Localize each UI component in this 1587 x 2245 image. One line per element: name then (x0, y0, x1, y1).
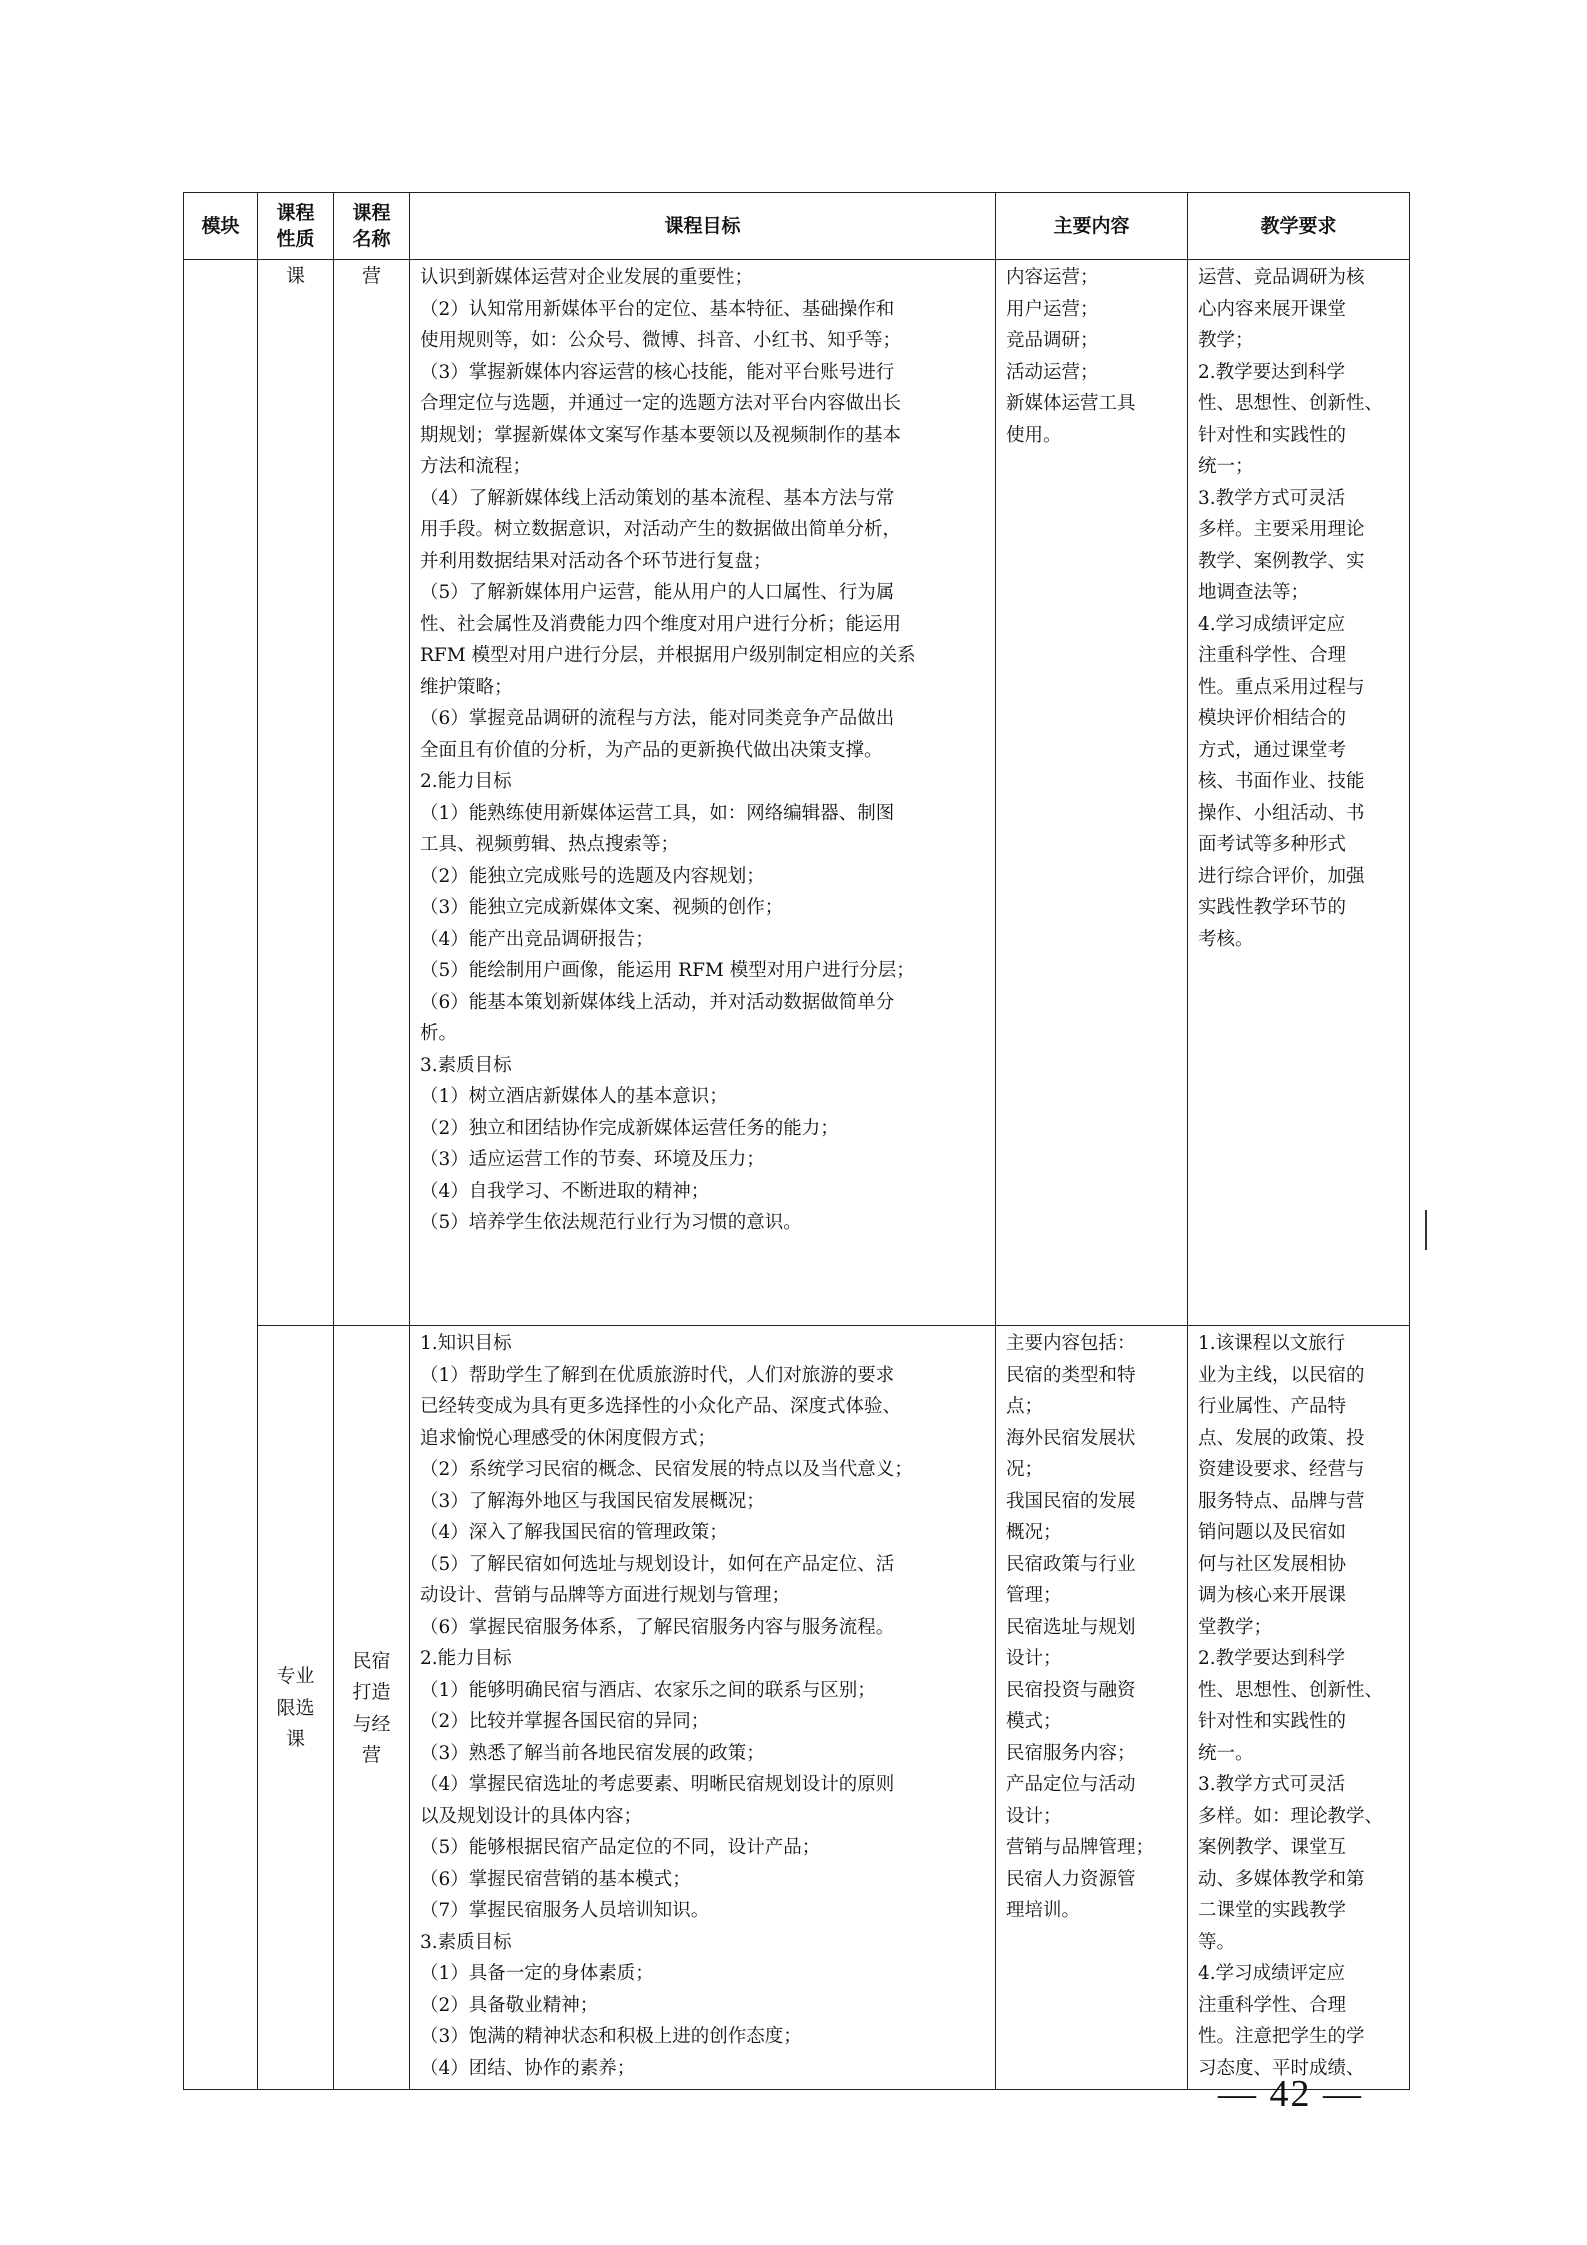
text-line: 理培训。 (1006, 1900, 1081, 1921)
text-line: （2）能独立完成账号的选题及内容规划； (420, 865, 765, 887)
text-line: （2）独立和团结协作完成新媒体运营任务的能力； (420, 1117, 839, 1139)
text-line: 全面且有价值的分析，为产品的更新换代做出决策支撑。 (420, 739, 883, 761)
text-line: 主要内容包括： (1006, 1333, 1136, 1354)
text-line: 点； (1006, 1396, 1044, 1417)
table-row (184, 1326, 1410, 2090)
text-line: 设计； (1006, 1805, 1062, 1827)
text-line: 产品定位与活动 (1006, 1774, 1136, 1795)
text-line: 教学； (1198, 330, 1254, 351)
text-line: 认识到新媒体运营对企业发展的重要性； (420, 267, 754, 288)
text-line: （5）了解新媒体用户运营，能从用户的人口属性、行为属 (420, 582, 895, 603)
text-line: 我国民宿的发展 (1006, 1490, 1136, 1512)
text-line: 核、书面作业、技能 (1198, 771, 1365, 792)
course-name-text: 营 (361, 265, 381, 287)
text-line: （2）系统学习民宿的概念、民宿发展的特点以及当代意义； (420, 1459, 913, 1480)
text-line: 等。 (1198, 1931, 1236, 1953)
header-objective: 课程目标 (410, 193, 996, 260)
text-line: （2）认知常用新媒体平台的定位、基本特征、基础操作和 (420, 298, 895, 320)
course-name-text (334, 1645, 409, 1771)
requirement-text (1188, 260, 1409, 955)
text-line: （1）能够明确民宿与酒店、农家乐之间的联系与区别； (420, 1679, 876, 1701)
text-line: （1）树立酒店新媒体人的基本意识； (420, 1086, 728, 1107)
course-nature-cell (258, 1326, 334, 2090)
text-line: 活动运营； (1006, 361, 1099, 383)
table-header-row (184, 193, 1410, 260)
text-line: 维护策略； (420, 676, 513, 698)
text-line: （3）了解海外地区与我国民宿发展概况； (420, 1490, 765, 1512)
text-line: 操作、小组活动、书 (1198, 802, 1365, 824)
text-line: 多样。如：理论教学、 (1198, 1805, 1384, 1827)
text-line: 合理定位与选题，并通过一定的选题方法对平台内容做出长 (420, 393, 902, 414)
text-line: 方式，通过课堂考 (1198, 739, 1347, 761)
objective-cell (410, 260, 996, 1326)
header-course-name (334, 193, 410, 260)
text-line: 性、思想性、创新性、 (1198, 393, 1384, 414)
text-line: 3.素质目标 (420, 1931, 512, 1953)
text-line: 追求愉悦心理感受的休闲度假方式； (420, 1427, 717, 1449)
text-line: （2）具备敬业精神； (420, 1994, 599, 2016)
text-line: （2）比较并掌握各国民宿的异同； (420, 1711, 710, 1732)
text-line: 4.学习成绩评定应 (1198, 1963, 1346, 1984)
text-line: 二课堂的实践教学 (1198, 1900, 1347, 1921)
text-line: 进行综合评价，加强 (1198, 865, 1365, 887)
text-line: 实践性教学环节的 (1198, 897, 1347, 918)
text-line: （1）具备一定的身体素质； (420, 1963, 654, 1984)
text-line: （6）掌握民宿服务体系，了解民宿服务内容与服务流程。 (420, 1616, 895, 1638)
text-line: 竞品调研； (1006, 330, 1099, 351)
text-line: 民宿政策与行业 (1006, 1553, 1136, 1575)
text-line: 析。 (420, 1023, 458, 1044)
text-line: 考核。 (1198, 928, 1254, 950)
content-text (996, 1326, 1187, 1927)
header-course-nature (258, 193, 334, 260)
text-line: （1）能熟练使用新媒体运营工具，如：网络编辑器、制图 (420, 802, 895, 824)
course-nature-text (258, 1660, 333, 1755)
text-line: 2.教学要达到科学 (1198, 361, 1346, 383)
text-line: 使用规则等，如：公众号、微博、抖音、小红书、知乎等； (420, 330, 902, 351)
text-line: （4）了解新媒体线上活动策划的基本流程、基本方法与常 (420, 487, 895, 509)
text-line: 1.该课程以文旅行 (1198, 1333, 1346, 1354)
text-line: 性。注意把学生的学 (1198, 2026, 1365, 2047)
course-name-cell (334, 1326, 410, 2090)
text-line: 教学、案例教学、实 (1198, 550, 1365, 572)
text-line: 针对性和实践性的 (1198, 424, 1347, 446)
text-line: 况； (1006, 1459, 1044, 1480)
text-line: 2.能力目标 (420, 771, 512, 792)
text-line: 方法和流程； (420, 456, 532, 477)
text-line: 以及规划设计的具体内容； (420, 1805, 643, 1827)
text-line: 动设计、营销与品牌等方面进行规划与管理； (420, 1585, 791, 1606)
text-line: 性。重点采用过程与 (1198, 676, 1365, 698)
text-line: 3.教学方式可灵活 (1198, 1774, 1346, 1795)
text-line: （6）能基本策划新媒体线上活动，并对活动数据做简单分 (420, 991, 895, 1013)
text-line: （4）自我学习、不断进取的精神； (420, 1180, 710, 1202)
table-row (184, 260, 1410, 1326)
text-line: 新媒体运营工具 (1006, 393, 1136, 414)
header-module: 模块 (184, 193, 258, 260)
text-line: 运营、竞品调研为核 (1198, 267, 1365, 288)
text-line: 资建设要求、经营与 (1198, 1459, 1365, 1480)
text-line: （5）能够根据民宿产品定位的不同，设计产品； (420, 1837, 821, 1858)
text-line: （4）掌握民宿选址的考虑要素、明晰民宿规划设计的原则 (420, 1774, 895, 1795)
content-cell (996, 1326, 1188, 2090)
header-course-nature-line2: 性质 (276, 228, 315, 250)
header-course-name-line1: 课程 (352, 202, 391, 224)
text-line: 何与社区发展相协 (1198, 1553, 1347, 1575)
text-line: 模块评价相结合的 (1198, 708, 1347, 729)
text-line: 多样。主要采用理论 (1198, 519, 1365, 540)
text-line: 并利用数据结果对活动各个环节进行复盘； (420, 550, 772, 572)
text-line: 民宿服务内容； (1006, 1742, 1136, 1764)
objective-text (410, 1326, 995, 2084)
text-line: 3.素质目标 (420, 1054, 512, 1076)
text-line: 2.能力目标 (420, 1648, 512, 1669)
text-line: 内容运营； (1006, 267, 1099, 288)
content-cell (996, 260, 1188, 1326)
text-line: 民宿投资与融资 (1006, 1679, 1136, 1701)
text-line: 打造 (352, 1681, 391, 1703)
header-course-nature-line1: 课程 (276, 202, 315, 224)
text-line: 注重科学性、合理 (1198, 1994, 1347, 2016)
objective-cell (410, 1326, 996, 2090)
text-line: 模式； (1006, 1711, 1062, 1732)
text-line: 使用。 (1006, 424, 1062, 446)
requirement-cell (1188, 260, 1410, 1326)
page-number: — 42 — (1218, 2073, 1363, 2115)
course-nature-cell (258, 260, 334, 1326)
text-line: 课 (285, 1728, 305, 1751)
text-line: 期规划；掌握新媒体文案写作基本要领以及视频制作的基本 (420, 424, 902, 446)
text-line: （3）适应运营工作的节奏、环境及压力； (420, 1149, 765, 1170)
text-line: 设计； (1006, 1648, 1062, 1669)
text-line: 点、发展的政策、投 (1198, 1427, 1365, 1449)
text-line: 民宿人力资源管 (1006, 1868, 1136, 1890)
text-line: 行业属性、产品特 (1198, 1396, 1347, 1417)
margin-mark (1425, 1210, 1427, 1250)
requirement-cell (1188, 1326, 1410, 2090)
text-line: 用户运营； (1006, 298, 1099, 320)
text-line: 统一。 (1198, 1742, 1254, 1764)
text-line: 限选 (276, 1696, 315, 1719)
text-line: 2.教学要达到科学 (1198, 1648, 1346, 1669)
text-line: （3）能独立完成新媒体文案、视频的创作； (420, 897, 784, 918)
text-line: （3）熟悉了解当前各地民宿发展的政策； (420, 1742, 765, 1764)
text-line: 统一； (1198, 456, 1254, 477)
text-line: （4）团结、协作的素养； (420, 2057, 636, 2079)
text-line: （5）了解民宿如何选址与规划设计，如何在产品定位、活 (420, 1553, 895, 1575)
text-line: 性、社会属性及消费能力四个维度对用户进行分析；能运用 (420, 613, 902, 635)
text-line: （5）能绘制用户画像，能运用 RFM 模型对用户进行分层； (420, 960, 915, 981)
text-line: 海外民宿发展状 (1006, 1427, 1136, 1449)
course-name-cell (334, 260, 410, 1326)
text-line: 营 (361, 1744, 381, 1766)
text-line: 调为核心来开展课 (1198, 1585, 1347, 1606)
text-line: （5）培养学生依法规范行业行为习惯的意识。 (420, 1212, 802, 1233)
objective-text (410, 260, 995, 1239)
text-line: 工具、视频剪辑、热点搜索等； (420, 834, 680, 855)
text-line: （6）掌握民宿营销的基本模式； (420, 1868, 691, 1890)
text-line: 民宿选址与规划 (1006, 1616, 1136, 1638)
text-line: 地调查法等； (1198, 582, 1310, 603)
header-requirement: 教学要求 (1188, 193, 1410, 260)
text-line: 民宿的类型和特 (1006, 1364, 1136, 1386)
text-line: （1）帮助学生了解到在优质旅游时代，人们对旅游的要求 (420, 1364, 895, 1386)
text-line: （4）能产出竞品调研报告； (420, 928, 654, 950)
requirement-text (1188, 1326, 1409, 2084)
text-line: 心内容来展开课堂 (1198, 298, 1347, 320)
text-line: 业为主线，以民宿的 (1198, 1364, 1365, 1386)
text-line: （3）掌握新媒体内容运营的核心技能，能对平台账号进行 (420, 361, 895, 383)
text-line: 专业 (276, 1665, 315, 1688)
text-line: 与经 (352, 1712, 391, 1735)
text-line: （4）深入了解我国民宿的管理政策； (420, 1522, 728, 1543)
text-line: 案例教学、课堂互 (1198, 1837, 1347, 1858)
header-content: 主要内容 (996, 193, 1188, 260)
text-line: 服务特点、品牌与营 (1198, 1490, 1365, 1512)
text-line: 民宿 (352, 1649, 391, 1672)
text-line: 概况； (1006, 1522, 1062, 1543)
text-line: 习态度、平时成绩、 (1198, 2057, 1365, 2079)
text-line: 已经转变成为具有更多选择性的小众化产品、深度式体验、 (420, 1396, 902, 1417)
text-line: 4.学习成绩评定应 (1198, 613, 1346, 635)
text-line: 管理； (1006, 1585, 1062, 1606)
text-line: 3.教学方式可灵活 (1198, 487, 1346, 509)
text-line: 性、思想性、创新性、 (1198, 1679, 1384, 1701)
text-line: 动、多媒体教学和第 (1198, 1868, 1365, 1890)
module-cell (184, 260, 258, 2090)
content-text (996, 260, 1187, 451)
text-line: 1.知识目标 (420, 1333, 512, 1354)
text-line: 面考试等多种形式 (1198, 834, 1347, 855)
text-line: （3）饱满的精神状态和积极上进的创作态度； (420, 2026, 802, 2047)
text-line: 注重科学性、合理 (1198, 645, 1347, 666)
text-line: 针对性和实践性的 (1198, 1711, 1347, 1732)
text-line: RFM 模型对用户进行分层，并根据用户级别制定相应的关系 (420, 645, 916, 666)
course-table (183, 192, 1410, 2090)
text-line: 营销与品牌管理； (1006, 1837, 1155, 1858)
text-line: 堂教学； (1198, 1616, 1273, 1638)
text-line: 销问题以及民宿如 (1198, 1522, 1347, 1543)
text-line: （7）掌握民宿服务人员培训知识。 (420, 1900, 710, 1921)
course-nature-text: 课 (285, 265, 305, 287)
text-line: （6）掌握竞品调研的流程与方法，能对同类竞争产品做出 (420, 708, 895, 729)
text-line: 用手段。树立数据意识，对活动产生的数据做出简单分析， (420, 519, 902, 540)
header-course-name-line2: 名称 (352, 228, 391, 250)
